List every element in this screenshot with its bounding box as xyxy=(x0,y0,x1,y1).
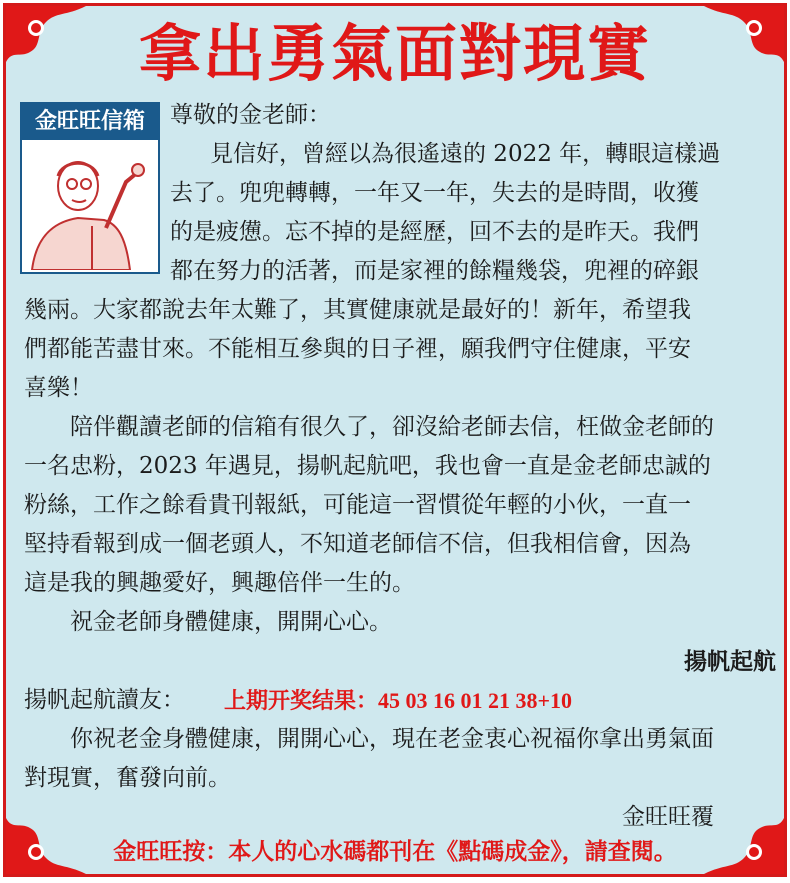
letter-line: 粉絲，工作之餘看貴刊報紙，可能這一習慣從年輕的小伙，一直一 xyxy=(24,492,691,518)
reply-heading: 揚帆起航讀友： xyxy=(24,687,185,713)
page-title: 拿出勇氣面對現實 xyxy=(138,17,651,90)
newspaper-column-page xyxy=(3,3,787,877)
letter-line: 的是疲憊。忘不掉的是經歷，回不去的是昨天。我們 xyxy=(170,219,699,245)
letter-line: 幾兩。大家都說去年太難了，其實健康就是最好的！新年，希望我 xyxy=(24,297,691,323)
reply-line: 對現實，奮發向前。 xyxy=(24,765,231,791)
letter-closing: 祝金老師身體健康，開開心心。 xyxy=(70,609,392,635)
column-label: 金旺旺信箱 xyxy=(22,104,158,140)
letter-line: 一名忠粉，2023 年遇見，揚帆起航吧，我也會一直是金老師忠誠的 xyxy=(24,453,711,479)
letter-line: 們都能苦盡甘來。不能相互參與的日子裡，願我們守住健康，平安 xyxy=(24,336,691,362)
reply-heading-row xyxy=(24,681,784,720)
reply-signature: 金旺旺覆 xyxy=(622,804,714,830)
footer-note: 金旺旺按：本人的心水碼都刊在《點碼成金》，請查閱。 xyxy=(113,838,677,865)
lottery-result: 上期开奖结果：45 03 16 01 21 38+10 xyxy=(224,688,573,713)
letter-line: 陪伴觀讀老師的信箱有很久了，卻沒給老師去信，枉做金老師的 xyxy=(70,414,714,440)
letter-line: 見信好，曾經以為很遙遠的 2022 年，轉眼這樣過 xyxy=(210,141,721,167)
letter-line: 這是我的興趣愛好，興趣倍伴一生的。 xyxy=(24,570,415,596)
letter-line: 都在努力的活著，而是家裡的餘糧幾袋，兜裡的碎銀 xyxy=(170,258,699,284)
letter-body xyxy=(24,96,784,837)
letter-salutation: 尊敬的金老師： xyxy=(170,102,331,128)
reply-line: 你祝老金身體健康，開開心心，現在老金衷心祝福你拿出勇氣面 xyxy=(70,726,714,752)
letter-line: 喜樂！ xyxy=(24,375,93,401)
letter-line: 去了。兜兜轉轉，一年又一年，失去的是時間，收獲 xyxy=(170,180,699,206)
letter-line: 堅持看報到成一個老頭人，不知道老師信不信，但我相信會，因為 xyxy=(24,531,691,557)
letter-signature: 揚帆起航 xyxy=(684,648,776,675)
